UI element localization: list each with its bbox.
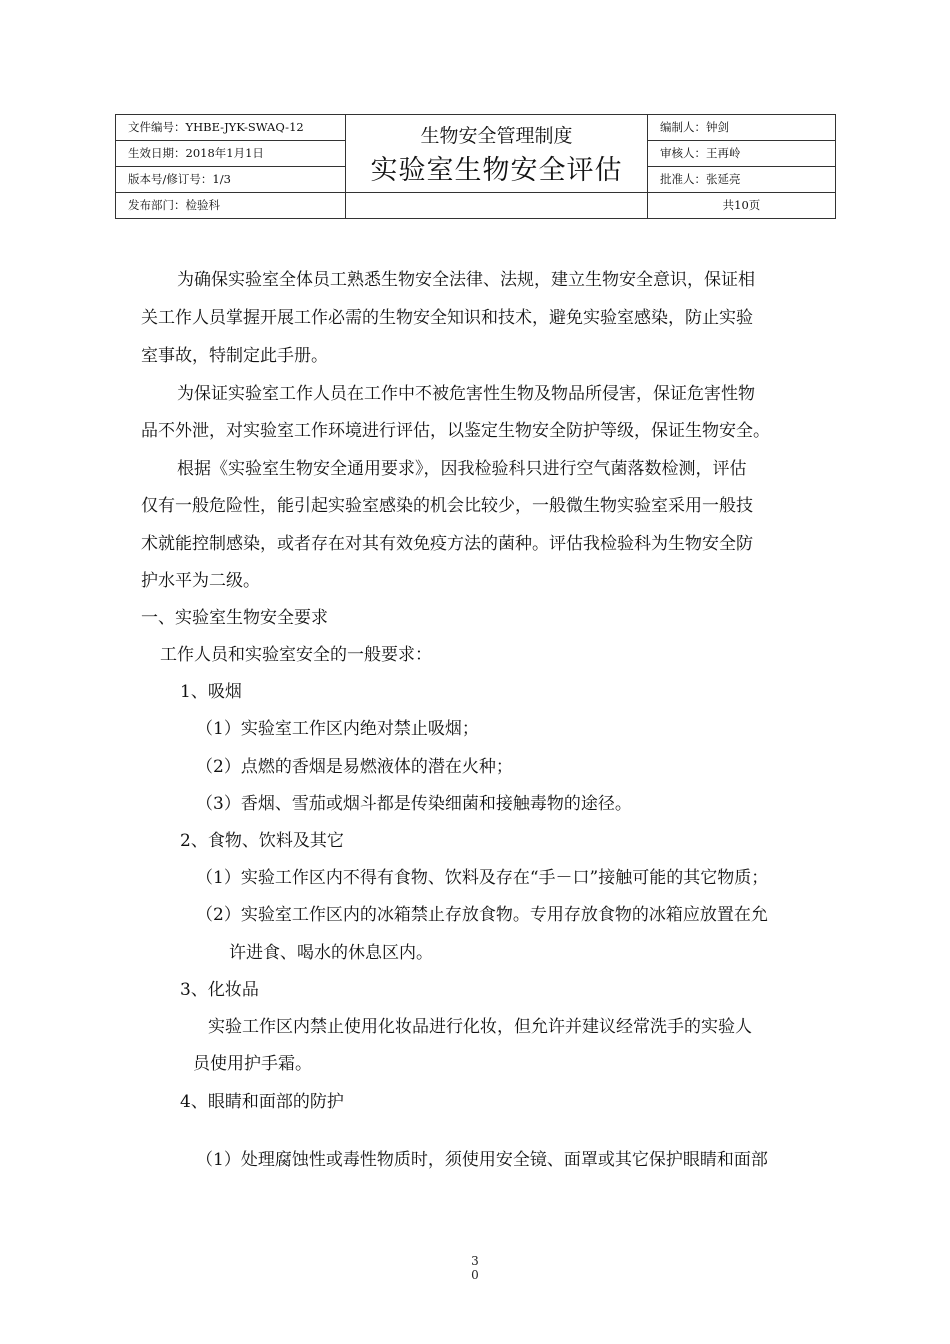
document-title-cell	[346, 115, 648, 193]
list-item: 许进食、喝水的休息区内。	[229, 943, 433, 963]
paragraph-line: 关工作人员掌握开展工作必需的生物安全知识和技术，避免实验室感染，防止实验	[141, 308, 753, 328]
paragraph-line: 为确保实验室全体员工熟悉生物安全法律、法规，建立生物安全意识，保证相	[177, 270, 755, 290]
page-number-top: 3	[471, 1254, 479, 1268]
paragraph-line: 为保证实验室工作人员在工作中不被危害性生物及物品所侵害，保证危害性物	[177, 384, 755, 404]
doc-number: 文件编号：YHBE-JYK-SWAQ-12	[116, 115, 346, 141]
paragraph-line: 护水平为二级。	[141, 571, 260, 591]
approver: 批准人：张延亮	[648, 167, 836, 193]
section-heading: 一、实验室生物安全要求	[141, 608, 328, 628]
item-heading: 2、食物、饮料及其它	[180, 831, 344, 851]
paragraph-line: 术就能控制感染，或者存在对其有效免疫方法的菌种。评估我检验科为生物安全防	[141, 534, 753, 554]
paragraph-line: 品不外泄，对实验室工作环境进行评估，以鉴定生物安全防护等级，保证生物安全。	[141, 421, 770, 441]
page-number	[465, 1254, 485, 1282]
editor: 编制人：钟剑	[648, 115, 836, 141]
document-header-table	[115, 114, 836, 219]
subsection-heading: 工作人员和实验室安全的一般要求：	[160, 645, 432, 665]
item-heading: 4、眼睛和面部的防护	[180, 1092, 344, 1112]
paragraph-line: 员使用护手霜。	[193, 1054, 312, 1074]
version-number: 版本号/修订号：1/3	[116, 167, 346, 193]
list-item: （1）实验工作区内不得有食物、饮料及存在“手－口”接触可能的其它物质；	[196, 868, 769, 888]
empty-cell	[346, 193, 648, 219]
list-item: （2）点燃的香烟是易燃液体的潜在火种；	[196, 757, 513, 777]
item-heading: 1、吸烟	[180, 682, 242, 702]
list-item: （1）处理腐蚀性或毒性物质时，须使用安全镜、面罩或其它保护眼睛和面部	[196, 1150, 768, 1170]
item-heading: 3、化妆品	[180, 980, 259, 1000]
department: 发布部门：检验科	[116, 193, 346, 219]
list-item: （2）实验室工作区内的冰箱禁止存放食物。专用存放食物的冰箱应放置在允	[196, 905, 768, 925]
paragraph-line: 室事故，特制定此手册。	[141, 346, 328, 366]
document-title: 实验室生物安全评估	[370, 154, 623, 186]
list-item: （3）香烟、雪茄或烟斗都是传染细菌和接触毒物的途径。	[196, 794, 632, 814]
paragraph-line: 实验工作区内禁止使用化妆品进行化妆，但允许并建议经常洗手的实验人	[208, 1017, 752, 1037]
effective-date: 生效日期：2018年1月1日	[116, 141, 346, 167]
paragraph-line: 仅有一般危险性，能引起实验室感染的机会比较少，一般微生物实验室采用一般技	[141, 496, 753, 516]
document-category-title: 生物安全管理制度	[420, 124, 573, 147]
paragraph-line: 根据《实验室生物安全通用要求》，因我检验科只进行空气菌落数检测，评估	[177, 459, 747, 479]
page-number-bottom: 0	[471, 1268, 479, 1282]
reviewer: 审核人：王再岭	[648, 141, 836, 167]
list-item: （1）实验室工作区内绝对禁止吸烟；	[196, 719, 479, 739]
page-count: 共10页	[648, 193, 836, 219]
